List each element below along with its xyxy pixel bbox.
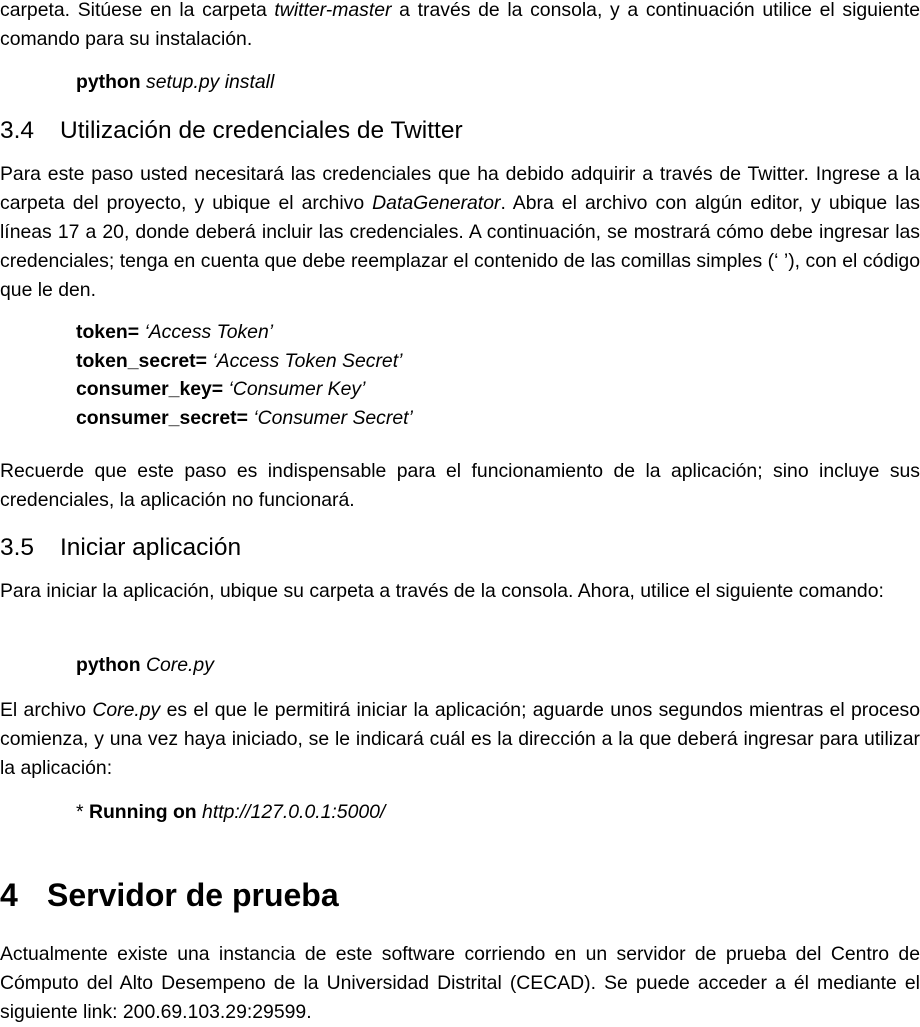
running-url: http://127.0.0.1:5000/ (202, 801, 386, 823)
section-3-4-paragraph-1 (0, 160, 920, 305)
install-command-keyword: python (76, 71, 141, 93)
section-4-number: 4 (0, 877, 18, 913)
s35-p1-text: Para iniciar la aplicación, ubique su carpeta a través de la consola. Ahora, utilice el siguiente comando: (0, 580, 884, 602)
section-3-5-title: Iniciar aplicación (60, 534, 242, 561)
credential-value: ‘Access Token Secret’ (212, 350, 403, 372)
section-4-title: Servidor de prueba (47, 877, 339, 913)
running-line (76, 798, 385, 827)
credential-line (76, 347, 402, 376)
section-4-paragraph (0, 940, 920, 1027)
section-3-5-heading (0, 533, 241, 563)
credential-value: ‘Access Token’ (144, 321, 274, 343)
section-3-5-paragraph-2 (0, 696, 920, 783)
install-command (76, 68, 274, 97)
credential-key: token= (76, 321, 140, 343)
section-3-4-paragraph-2 (0, 457, 920, 515)
s34-p1-filename: DataGenerator (372, 192, 501, 214)
credential-line (76, 404, 413, 433)
section-3-5-number: 3.5 (0, 534, 35, 561)
section-3-4-title: Utilización de credenciales de Twitter (60, 117, 463, 144)
core-command (76, 651, 214, 680)
running-prefix: * (76, 801, 89, 823)
credential-key: consumer_secret= (76, 407, 248, 429)
section-4-heading (0, 877, 339, 913)
s35-p2-filename: Core.py (92, 699, 161, 721)
intro-text-2: a través de la consola, y a continuación utilice el siguiente comando para su instalación. (0, 0, 920, 50)
credential-key: token_secret= (76, 350, 207, 372)
section-3-4-number: 3.4 (0, 117, 35, 144)
s34-p1-text-a: Para este paso usted necesitará las credenciales que ha debido adquirir a través de Twitter. Ingrese a la carpeta del proyecto, y ubique el archivo (0, 163, 920, 214)
credential-value: ‘Consumer Key’ (228, 378, 366, 400)
credential-value: ‘Consumer Secret’ (253, 407, 413, 429)
s4-p1-text: Actualmente existe una instancia de este software corriendo en un servidor de prueba del Centro de Cómputo del Alto Desempeno de la Universidad Distrital (CECAD). Se puede acceder a él mediante el siguiente link: 200.69.103.29:29599. (0, 943, 920, 1023)
intro-text-1: carpeta. Sitúese en la carpeta (0, 0, 275, 21)
s35-p2-text-a: El archivo (0, 699, 93, 721)
credential-line (76, 318, 273, 347)
core-command-keyword: python (76, 654, 141, 676)
intro-folder-name: twitter-master (274, 0, 392, 21)
credential-line (76, 375, 365, 404)
s35-p2-text-b: es el que le permitirá iniciar la aplicación; aguarde unos segundos mientras el proceso comienza, y una vez haya iniciado, se le indicará cuál es la dirección a la que deberá ingresar para utilizar la aplicación: (0, 699, 920, 779)
install-command-arg: setup.py install (146, 71, 275, 93)
core-command-arg: Core.py (146, 654, 214, 676)
section-3-4-heading (0, 116, 463, 146)
s34-p1-text-b: . Abra el archivo con algún editor, y ubique las líneas 17 a 20, donde deberá incluir las credenciales. A continuación, se mostrará cómo debe ingresar las credenciales; tenga en cuenta que debe reemplazar el contenido de las comillas simples (‘ ’), con el código que le den. (0, 192, 920, 301)
running-label: Running on (88, 801, 197, 823)
section-3-5-paragraph-1 (0, 577, 920, 606)
intro-paragraph (0, 0, 920, 54)
credential-key: consumer_key= (76, 378, 224, 400)
s34-p2-text: Recuerde que este paso es indispensable para el funcionamiento de la aplicación; sino incluye sus credenciales, la aplicación no funcionará. (0, 460, 920, 511)
